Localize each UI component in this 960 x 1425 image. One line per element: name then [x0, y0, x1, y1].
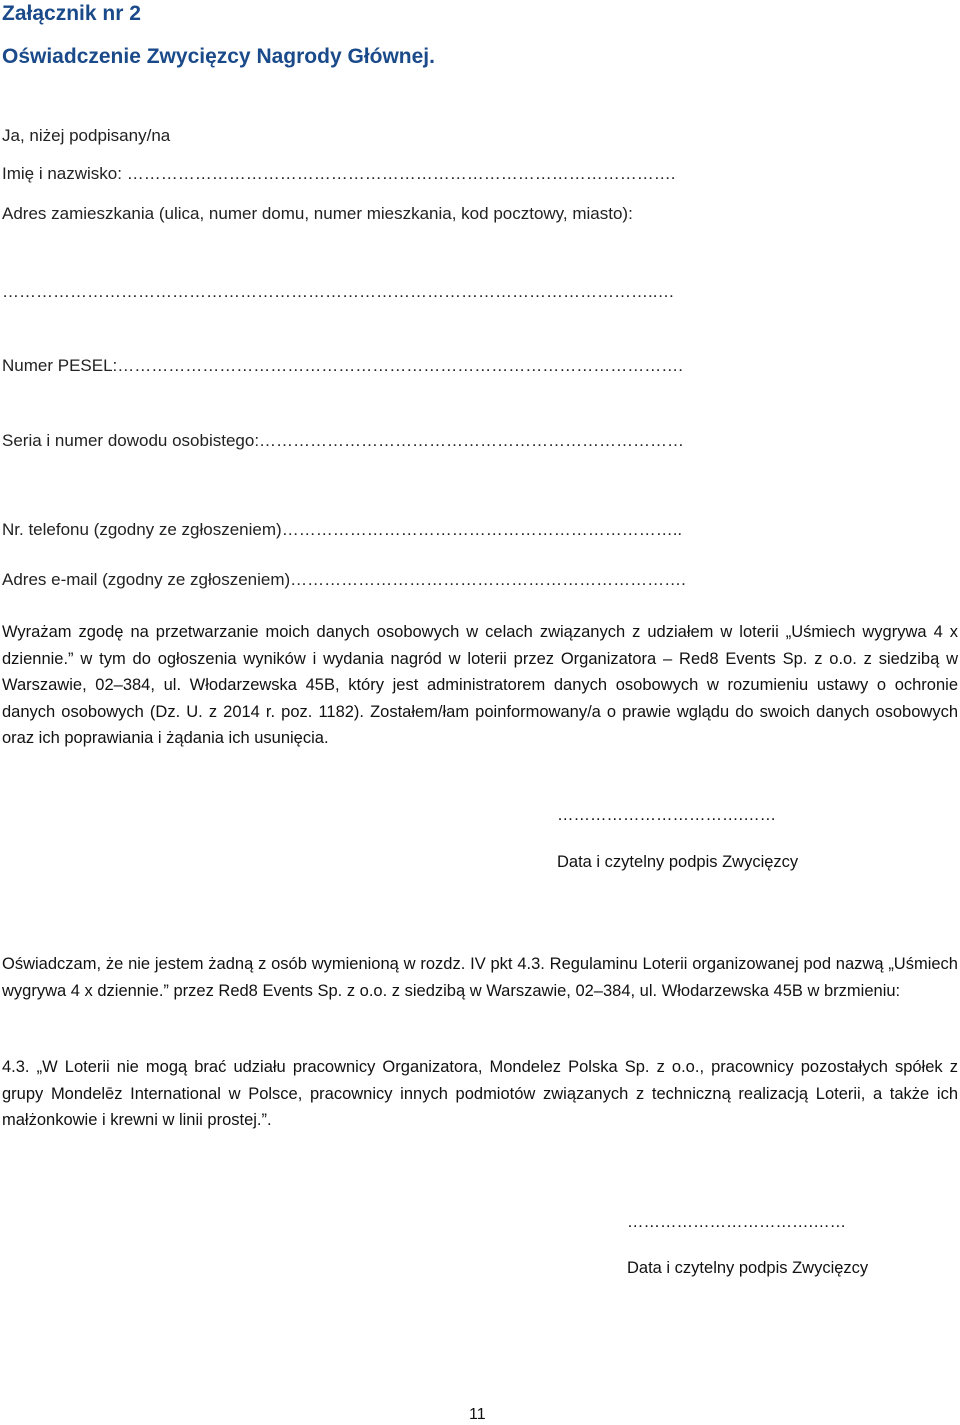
annex-label: Załącznik nr 2 — [2, 2, 141, 25]
address-field-line: ……………………………………………………………………………………………………..… — [2, 282, 675, 301]
document-title: Oświadczenie Zwycięzcy Nagrody Głównej. — [2, 45, 435, 68]
signature-label-2: Data i czytelny podpis Zwycięzcy — [627, 1259, 869, 1277]
name-field: Imię i nazwisko: ……………………………………………………………………………………. — [2, 164, 676, 183]
email-field: Adres e-mail (zgodny ze zgłoszeniem)……………………………………………………………. — [2, 570, 686, 589]
signature-line-2: …………………………….…… — [627, 1213, 847, 1231]
signature-label-1: Data i czytelny podpis Zwycięzcy — [557, 853, 799, 871]
address-field-label: Adres zamieszkania (ulica, numer domu, numer mieszkania, kod pocztowy, miasto): — [2, 204, 633, 223]
phone-field: Nr. telefonu (zgodny ze zgłoszeniem)…………………………………………………………….. — [2, 520, 683, 539]
pesel-field: Numer PESEL:………………………………………………………………………………………. — [2, 356, 683, 375]
declaration-paragraph: Oświadczam, że nie jestem żadną z osób wymienioną w rozdz. IV pkt 4.3. Regulaminu Loterii organizowanej pod nazwą „Uśmiech wygrywa 4 x dziennie.” przez Red8 Events Sp. z o.o. z siedzibą w Warszawie, 02–384, ul. Włodarzewska 45B w brzmieniu: — [2, 955, 958, 1000]
consent-paragraph: Wyrażam zgodę na przetwarzanie moich danych osobowych w celach związanych z udziałem w loterii „Uśmiech wygrywa 4 x dziennie.” w tym do ogłoszenia wyników i wydania nagród w loterii przez Organizatora – Red8 Events Sp. z o.o. z siedzibą w Warszawie, 02–384, ul. Włodarzewska 45B, który jest administratorem danych osobowych w rozumieniu ustawy o ochronie danych osobowych (Dz. U. z 2014 r. poz. 1182). Zostałem/łam poinformowany/a o prawie wglądu do swoich danych osobowych oraz ich poprawiania i żądania ich usunięcia. — [2, 623, 958, 747]
page-number: 11 — [469, 1406, 486, 1423]
id-card-field: Seria i numer dowodu osobistego:………………………………………………………………… — [2, 431, 685, 450]
signature-line-1: …………………………….…… — [557, 806, 777, 824]
rule-paragraph: 4.3. „W Loterii nie mogą brać udziału pracownicy Organizatora, Mondelez Polska Sp. z o.o., pracownicy pozostałych spółek z grupy Mondelēz International w Polsce, pracownicy innych podmiotów związanych z techniczną realizacją Loterii, a także ich małżonkowie i krewni w linii prostej.”. — [2, 1058, 958, 1129]
intro-text: Ja, niżej podpisany/na — [2, 126, 171, 145]
